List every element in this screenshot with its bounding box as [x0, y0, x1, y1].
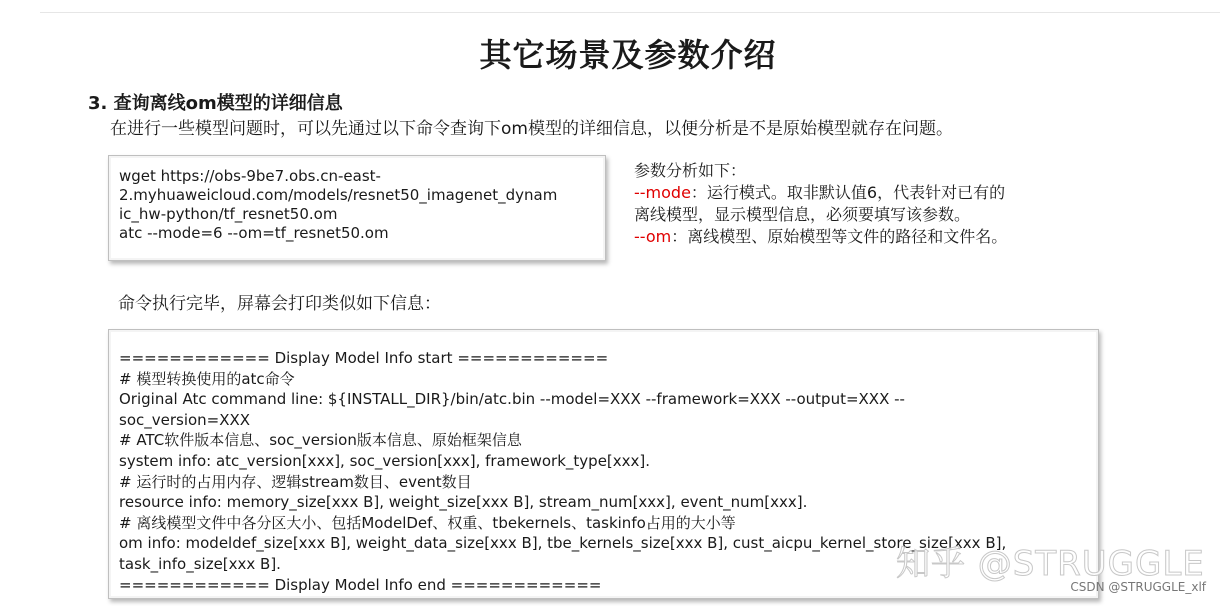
output-line: # 运行时的占用内存、逻辑stream数目、event数目 — [119, 472, 472, 491]
output-line: soc_version=XXX — [119, 410, 251, 429]
param-om-description: ：离线模型、原始模型等文件的路径和文件名。 — [671, 227, 1008, 246]
section-description: 在进行一些模型问题时，可以先通过以下命令查询下om模型的详细信息，以便分析是不是原始模型就存在问题。 — [110, 119, 953, 139]
command-box — [108, 155, 606, 261]
output-line: om info: modeldef_size[xxx B], weight_data_size[xxx B], tbe_kernels_size[xxx B], cust_aicpu_kernel_store_size[xxx B], — [119, 534, 1007, 553]
output-line: # 离线模型文件中各分区大小、包括ModelDef、权重、tbekernels、taskinfo占用的大小等 — [119, 513, 736, 532]
param-om-option: --om — [634, 227, 672, 246]
output-line: Original Atc command line: ${INSTALL_DIR}/bin/atc.bin --model=XXX --framework=XXX --output=XXX -- — [119, 390, 905, 409]
output-line: # ATC软件版本信息、soc_version版本信息、原始框架信息 — [119, 431, 522, 450]
params-intro: 参数分析如下： — [634, 161, 747, 180]
result-label: 命令执行完毕，屏幕会打印类似如下信息： — [118, 294, 441, 314]
csdn-credit: CSDN @STRUGGLE_xlf — [1070, 580, 1206, 594]
command-line-4: atc --mode=6 --om=tf_resnet50.om — [119, 224, 389, 242]
param-mode — [634, 182, 1007, 204]
section-heading: 3. 查询离线om模型的详细信息 — [88, 93, 343, 114]
param-mode-option: --mode — [634, 183, 691, 202]
zhihu-watermark: 知乎 @STRUGGLE — [896, 544, 1205, 584]
parameter-notes — [634, 160, 1007, 248]
output-line: ============ Display Model Info end ============ — [119, 575, 602, 594]
command-line-1: wget https://obs-9be7.obs.cn-east- — [119, 167, 381, 185]
output-line: # 模型转换使用的atc命令 — [119, 369, 295, 388]
command-line-3: ic_hw-python/tf_resnet50.om — [119, 205, 338, 223]
output-line: resource info: memory_size[xxx B], weight_size[xxx B], stream_num[xxx], event_num[xxx]. — [119, 493, 808, 512]
param-om — [634, 226, 1007, 248]
output-line: system info: atc_version[xxx], soc_version[xxx], framework_type[xxx]. — [119, 451, 651, 470]
command-line-2: 2.myhuaweicloud.com/models/resnet50_imagenet_dynam — [119, 186, 558, 204]
output-line: ============ Display Model Info start ============ — [119, 349, 609, 367]
output-line: task_info_size[xxx B]. — [119, 554, 281, 573]
page-title: 其它场景及参数介绍 — [479, 36, 777, 74]
top-divider — [40, 12, 1220, 13]
param-mode-description: ：运行模式。取非默认值6，代表针对已有的 — [690, 183, 1006, 202]
param-mode-description-continued: 离线模型，显示模型信息，必须要填写该参数。 — [634, 205, 971, 224]
